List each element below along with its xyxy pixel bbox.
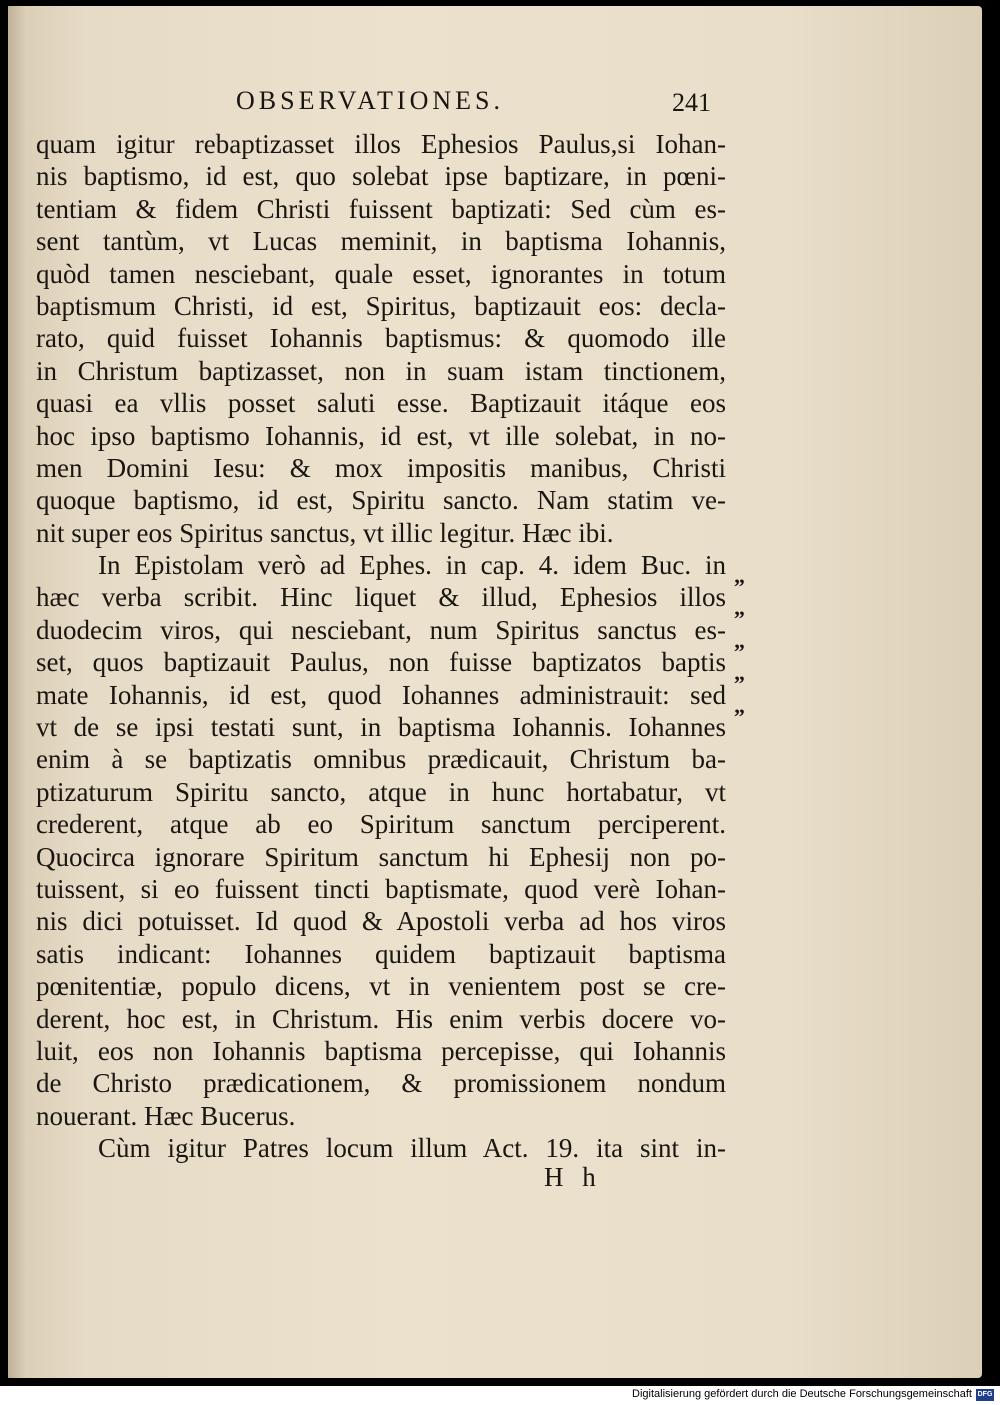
marginal-quote-mark: „ xyxy=(734,595,745,621)
text-line: de Christo prædicationem, & promissionem nondum xyxy=(36,1068,726,1099)
text-line: set, quos baptizauit Paulus, non fuisse baptizatos baptis xyxy=(36,647,726,678)
text-line: tentiam & fidem Christi fuissent baptizati: Sed cùm es- xyxy=(36,193,726,224)
page-header xyxy=(0,86,1000,126)
marginal-quote-mark: „ xyxy=(734,660,745,686)
text-line: mate Iohannis, id est, quod Iohannes administrauit: sed xyxy=(36,679,726,710)
text-line: quoque baptismo, id est, Spiritu sancto. Nam statim ve- xyxy=(36,485,726,516)
text-line: satis indicant: Iohannes quidem baptizauit baptisma xyxy=(36,938,726,969)
text-line: vt de se ipsi testati sunt, in baptisma Iohannis. Iohannes xyxy=(36,712,726,743)
running-head: OBSERVATIONES. xyxy=(236,86,504,115)
text-line: quam igitur rebaptizasset illos Ephesios Paulus,si Iohan- xyxy=(36,129,726,159)
marginal-quote-mark: „ xyxy=(734,627,745,653)
funding-credit: Digitalisierung gefördert durch die Deutsche Forschungsgemeinschaft xyxy=(632,1388,972,1400)
dfg-logo-icon: DFG xyxy=(976,1389,994,1401)
text-line: crederent, atque ab eo Spiritum sanctum perciperent. xyxy=(36,809,726,840)
text-line: quasi ea vllis posset saluti esse. Baptizauit itáque eos xyxy=(36,388,726,419)
text-line: nit super eos Spiritus sanctus, vt illic legitur. Hæc ibi. xyxy=(36,517,614,548)
digitization-footer xyxy=(0,1386,1000,1405)
text-line: sent tantùm, vt Lucas meminit, in baptisma Iohannis, xyxy=(36,226,726,257)
marginal-quote-mark: „ xyxy=(734,563,745,588)
text-line: luit, eos non Iohannis baptisma percepisse, qui Iohannis xyxy=(36,1035,726,1066)
text-line: hoc ipso baptismo Iohannis, id est, vt ille solebat, in no- xyxy=(36,420,726,451)
text-line: quòd tamen nesciebant, quale esset, ignorantes in totum xyxy=(36,258,726,289)
text-line: rato, quid fuisset Iohannis baptismus: & quomodo ille xyxy=(36,323,726,354)
quotation-marginalia xyxy=(734,560,764,722)
paragraph-start-line: Cùm igitur Patres locum illum Act. 19. ita sint in- xyxy=(98,1133,726,1164)
text-line: nouerant. Hæc Bucerus. xyxy=(36,1100,296,1131)
text-line: baptismum Christi, id est, Spiritus, baptizauit eos: decla- xyxy=(36,290,726,321)
page-number: 241 xyxy=(672,88,711,117)
body-text xyxy=(36,128,726,1165)
paragraph-start-line: In Epistolam verò ad Ephes. in cap. 4. idem Buc. in xyxy=(98,550,726,581)
text-line: in Christum baptizasset, non in suam istam tinctionem, xyxy=(36,355,726,386)
text-line: nis baptismo, id est, quo solebat ipse baptizare, in pœni- xyxy=(36,161,726,192)
text-line: pœnitentiæ, populo dicens, vt in venientem post se cre- xyxy=(36,971,726,1002)
page-gutter-shadow xyxy=(8,6,26,1378)
text-line: men Domini Iesu: & mox impositis manibus, Christi xyxy=(36,452,726,483)
signature-mark: H h xyxy=(544,1162,602,1192)
text-line: derent, hoc est, in Christum. His enim verbis docere vo- xyxy=(36,1003,726,1034)
text-line: ptizaturum Spiritu sancto, atque in hunc hortabatur, vt xyxy=(36,776,726,807)
text-line: enim à se baptizatis omnibus prædicauit, Christum ba- xyxy=(36,744,726,775)
text-line: tuissent, si eo fuissent tincti baptismate, quod verè Iohan- xyxy=(36,873,726,904)
text-line: Quocirca ignorare Spiritum sanctum hi Ephesij non po- xyxy=(36,841,726,872)
text-line: hæc verba scribit. Hinc liquet & illud, Ephesios illos xyxy=(36,582,726,613)
text-line: duodecim viros, qui nesciebant, num Spiritus sanctus es- xyxy=(36,614,726,645)
text-line: nis dici potuisset. Id quod & Apostoli verba ad hos viros xyxy=(36,906,726,937)
marginal-quote-mark: „ xyxy=(734,692,745,718)
